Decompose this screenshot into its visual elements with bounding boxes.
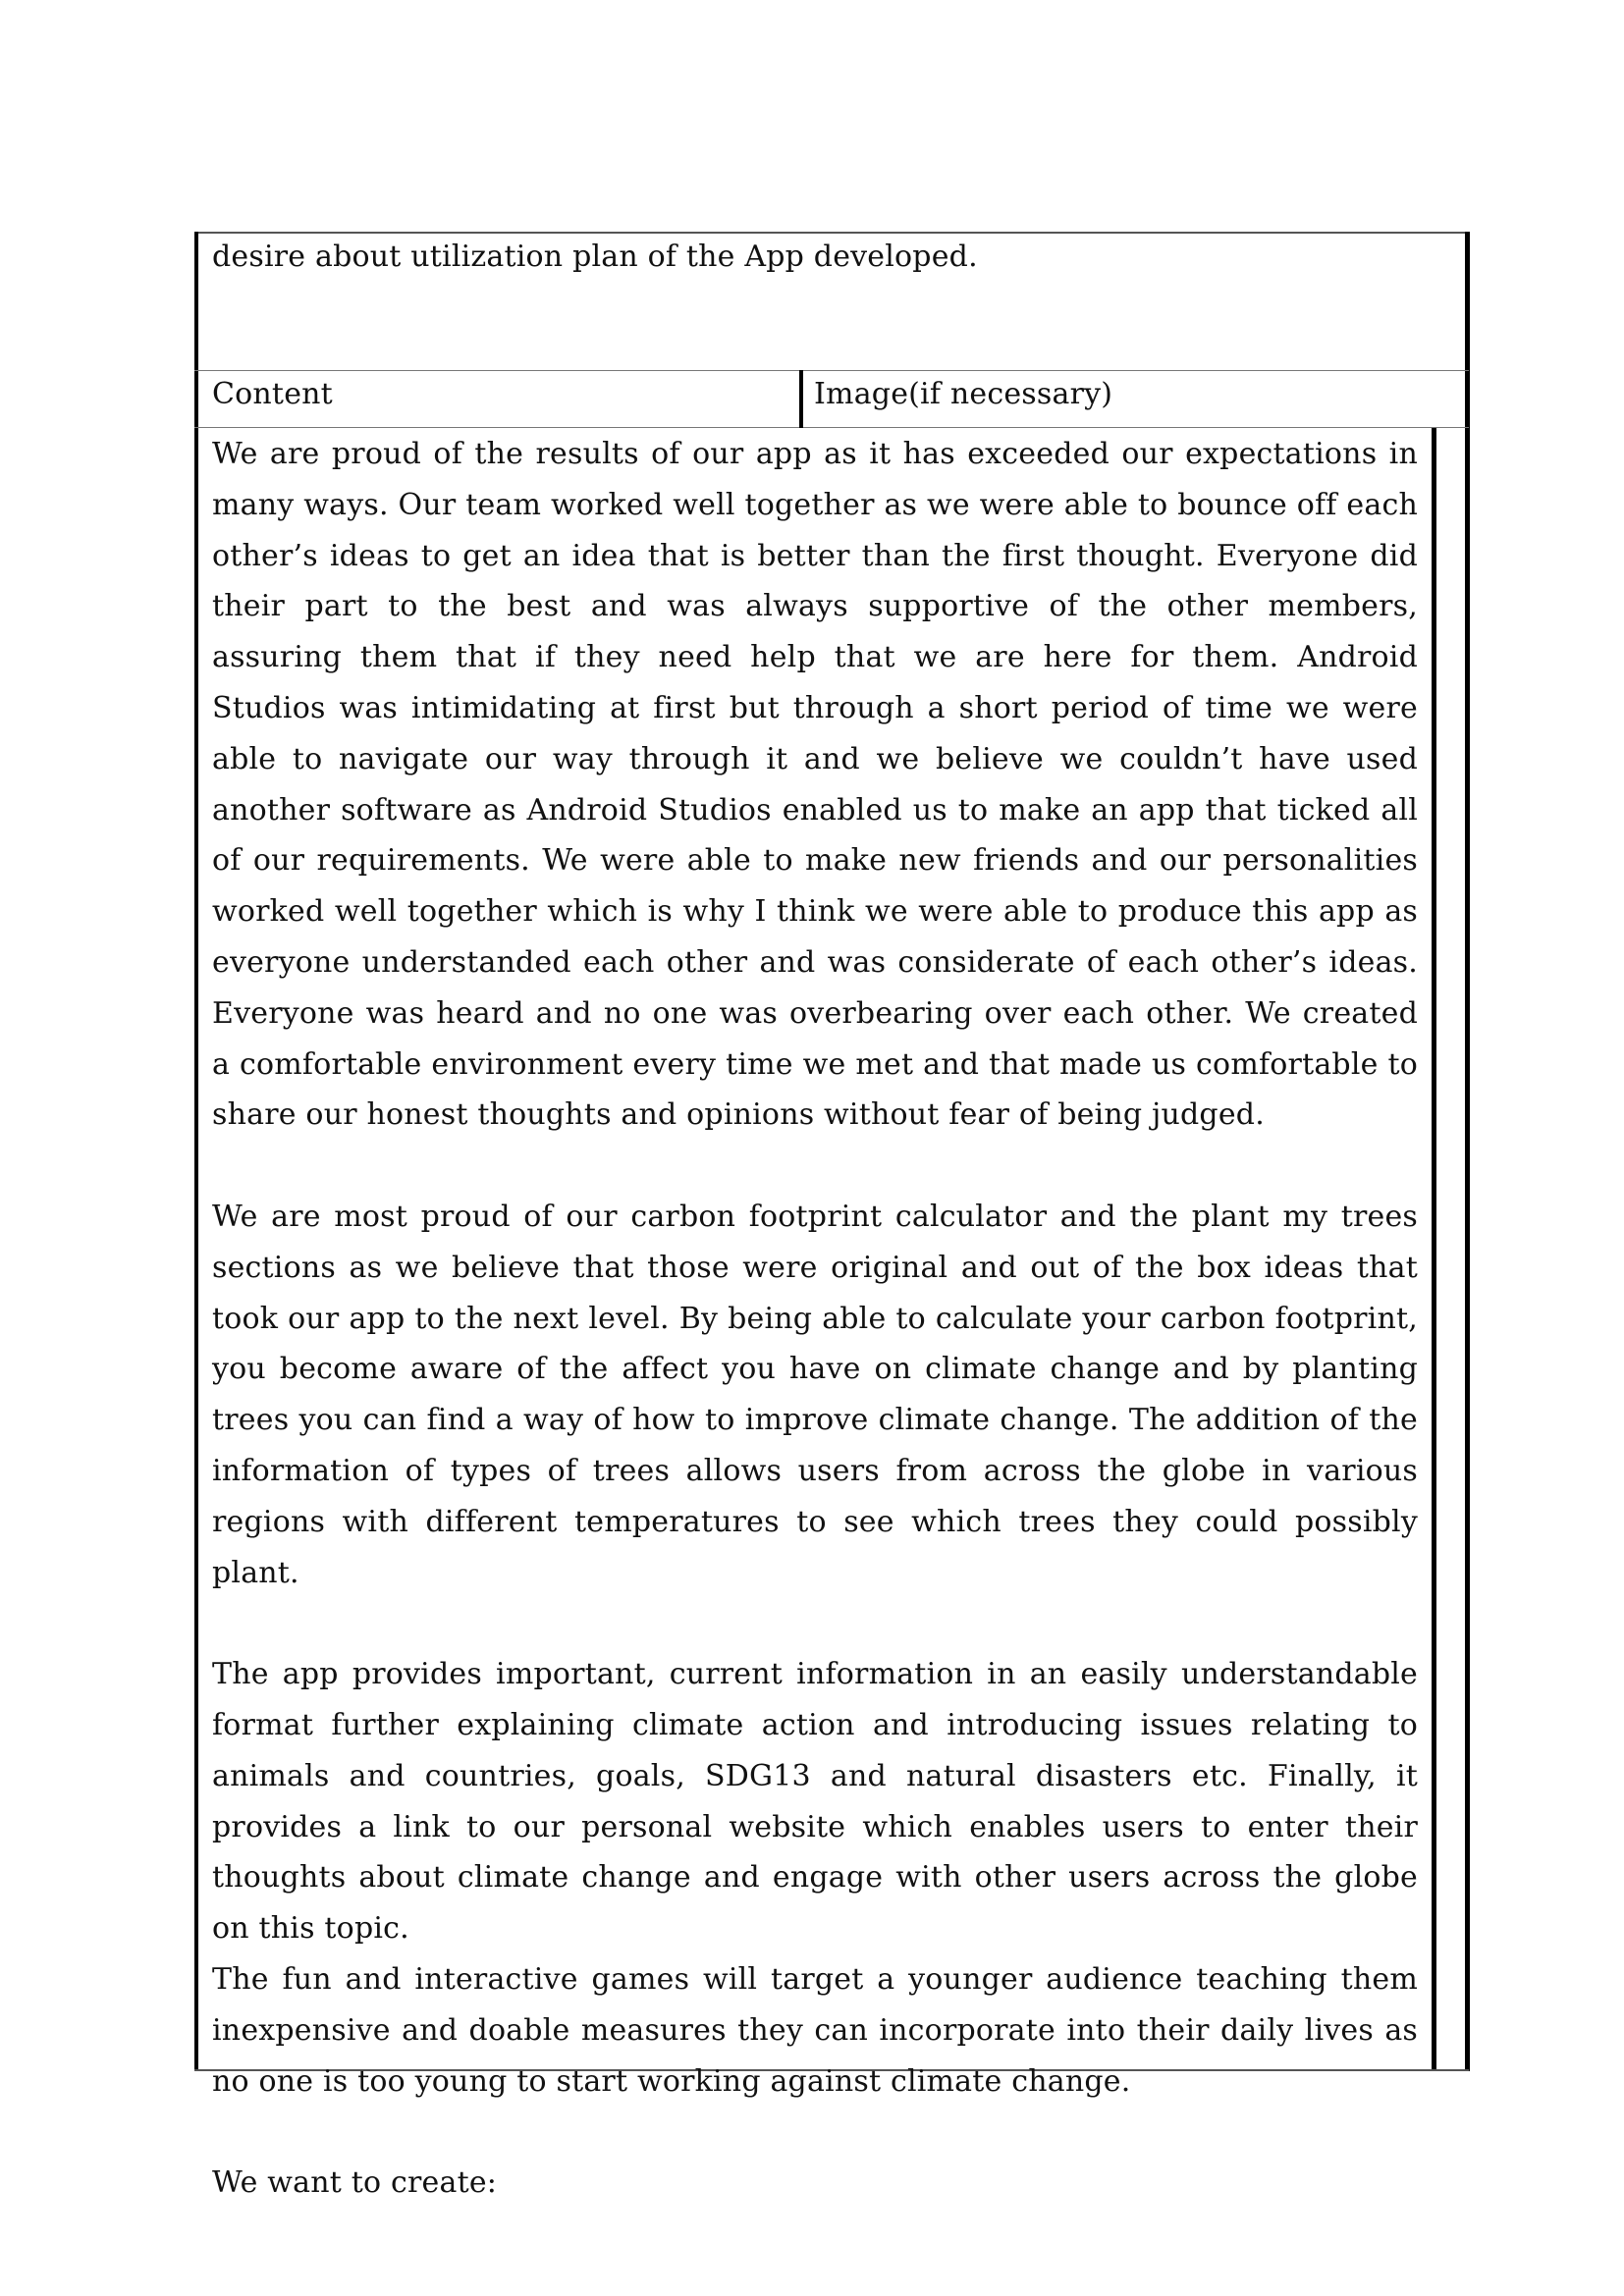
body-column-divider — [1432, 428, 1436, 2071]
paragraph-gap — [212, 1141, 1418, 1192]
header-content-cell: Content — [212, 377, 333, 411]
header-row-bottom-border — [194, 427, 1469, 428]
paragraph-want-to-create: We want to create: — [212, 2165, 498, 2201]
intro-text: desire about utilization plan of the App developed. — [212, 240, 978, 274]
paragraph-information: The app provides important, current information in an easily understandable format further explaining climate action and introducing issues relating to animals and countries, goals, SDG13 and natural disasters etc. Finally, it provides a link to our personal website which enables users to enter their thoughts about climate change and engage with other users across the globe on this topic. — [212, 1657, 1418, 1947]
paragraph-calculator-trees: We are most proud of our carbon footprint calculator and the plant my trees sections as we believe that those were original and out of the box ideas that took our app to the next level. By being able to calculate your carbon footprint, you become aware of the affect you have on climate change and by planting trees you can find a way of how to improve climate change. The addition of the information of types of trees allows users from across the globe in various regions with different temperatures to see which trees they could possibly plant. — [212, 1199, 1418, 1590]
table-right-border — [1465, 232, 1470, 2071]
paragraph-gap — [212, 2107, 1418, 2158]
paragraph-team-pride: We are proud of the results of our app as it has exceeded our expectations in many ways. Our team worked well together as we were able to bounce off each other’s ideas to get an idea that is better than the first thought. Everyone did their part to the best and was always supportive of the other members, assuring them that if they need help that we are here for them. Android Studios was intimidating at first but through a short period of time we were able to navigate our way through it and we believe we couldn’t have used another software as Android Studios enabled us to make an app that ticked all of our requirements. We were able to make new friends and our personalities worked well together which is why I think we were able to produce this app as everyone understanded each other and was considerate of each other’s ideas. Everyone was heard and no one was overbearing over each other. We created a comfortable environment every time we met and that made us comfortable to share our honest thoughts and opinions without fear of being judged. — [212, 437, 1418, 1133]
header-column-divider — [799, 370, 803, 428]
content-cell — [212, 429, 1418, 2209]
table-left-border — [194, 232, 198, 2071]
paragraph-gap — [212, 1598, 1418, 1649]
paragraph-games: The fun and interactive games will target a younger audience teaching them inexpensive and doable measures they can incorporate into their daily lives as no one is too young to start working against climate change. — [212, 1961, 1418, 2099]
header-image-cell: Image(if necessary) — [814, 377, 1113, 411]
